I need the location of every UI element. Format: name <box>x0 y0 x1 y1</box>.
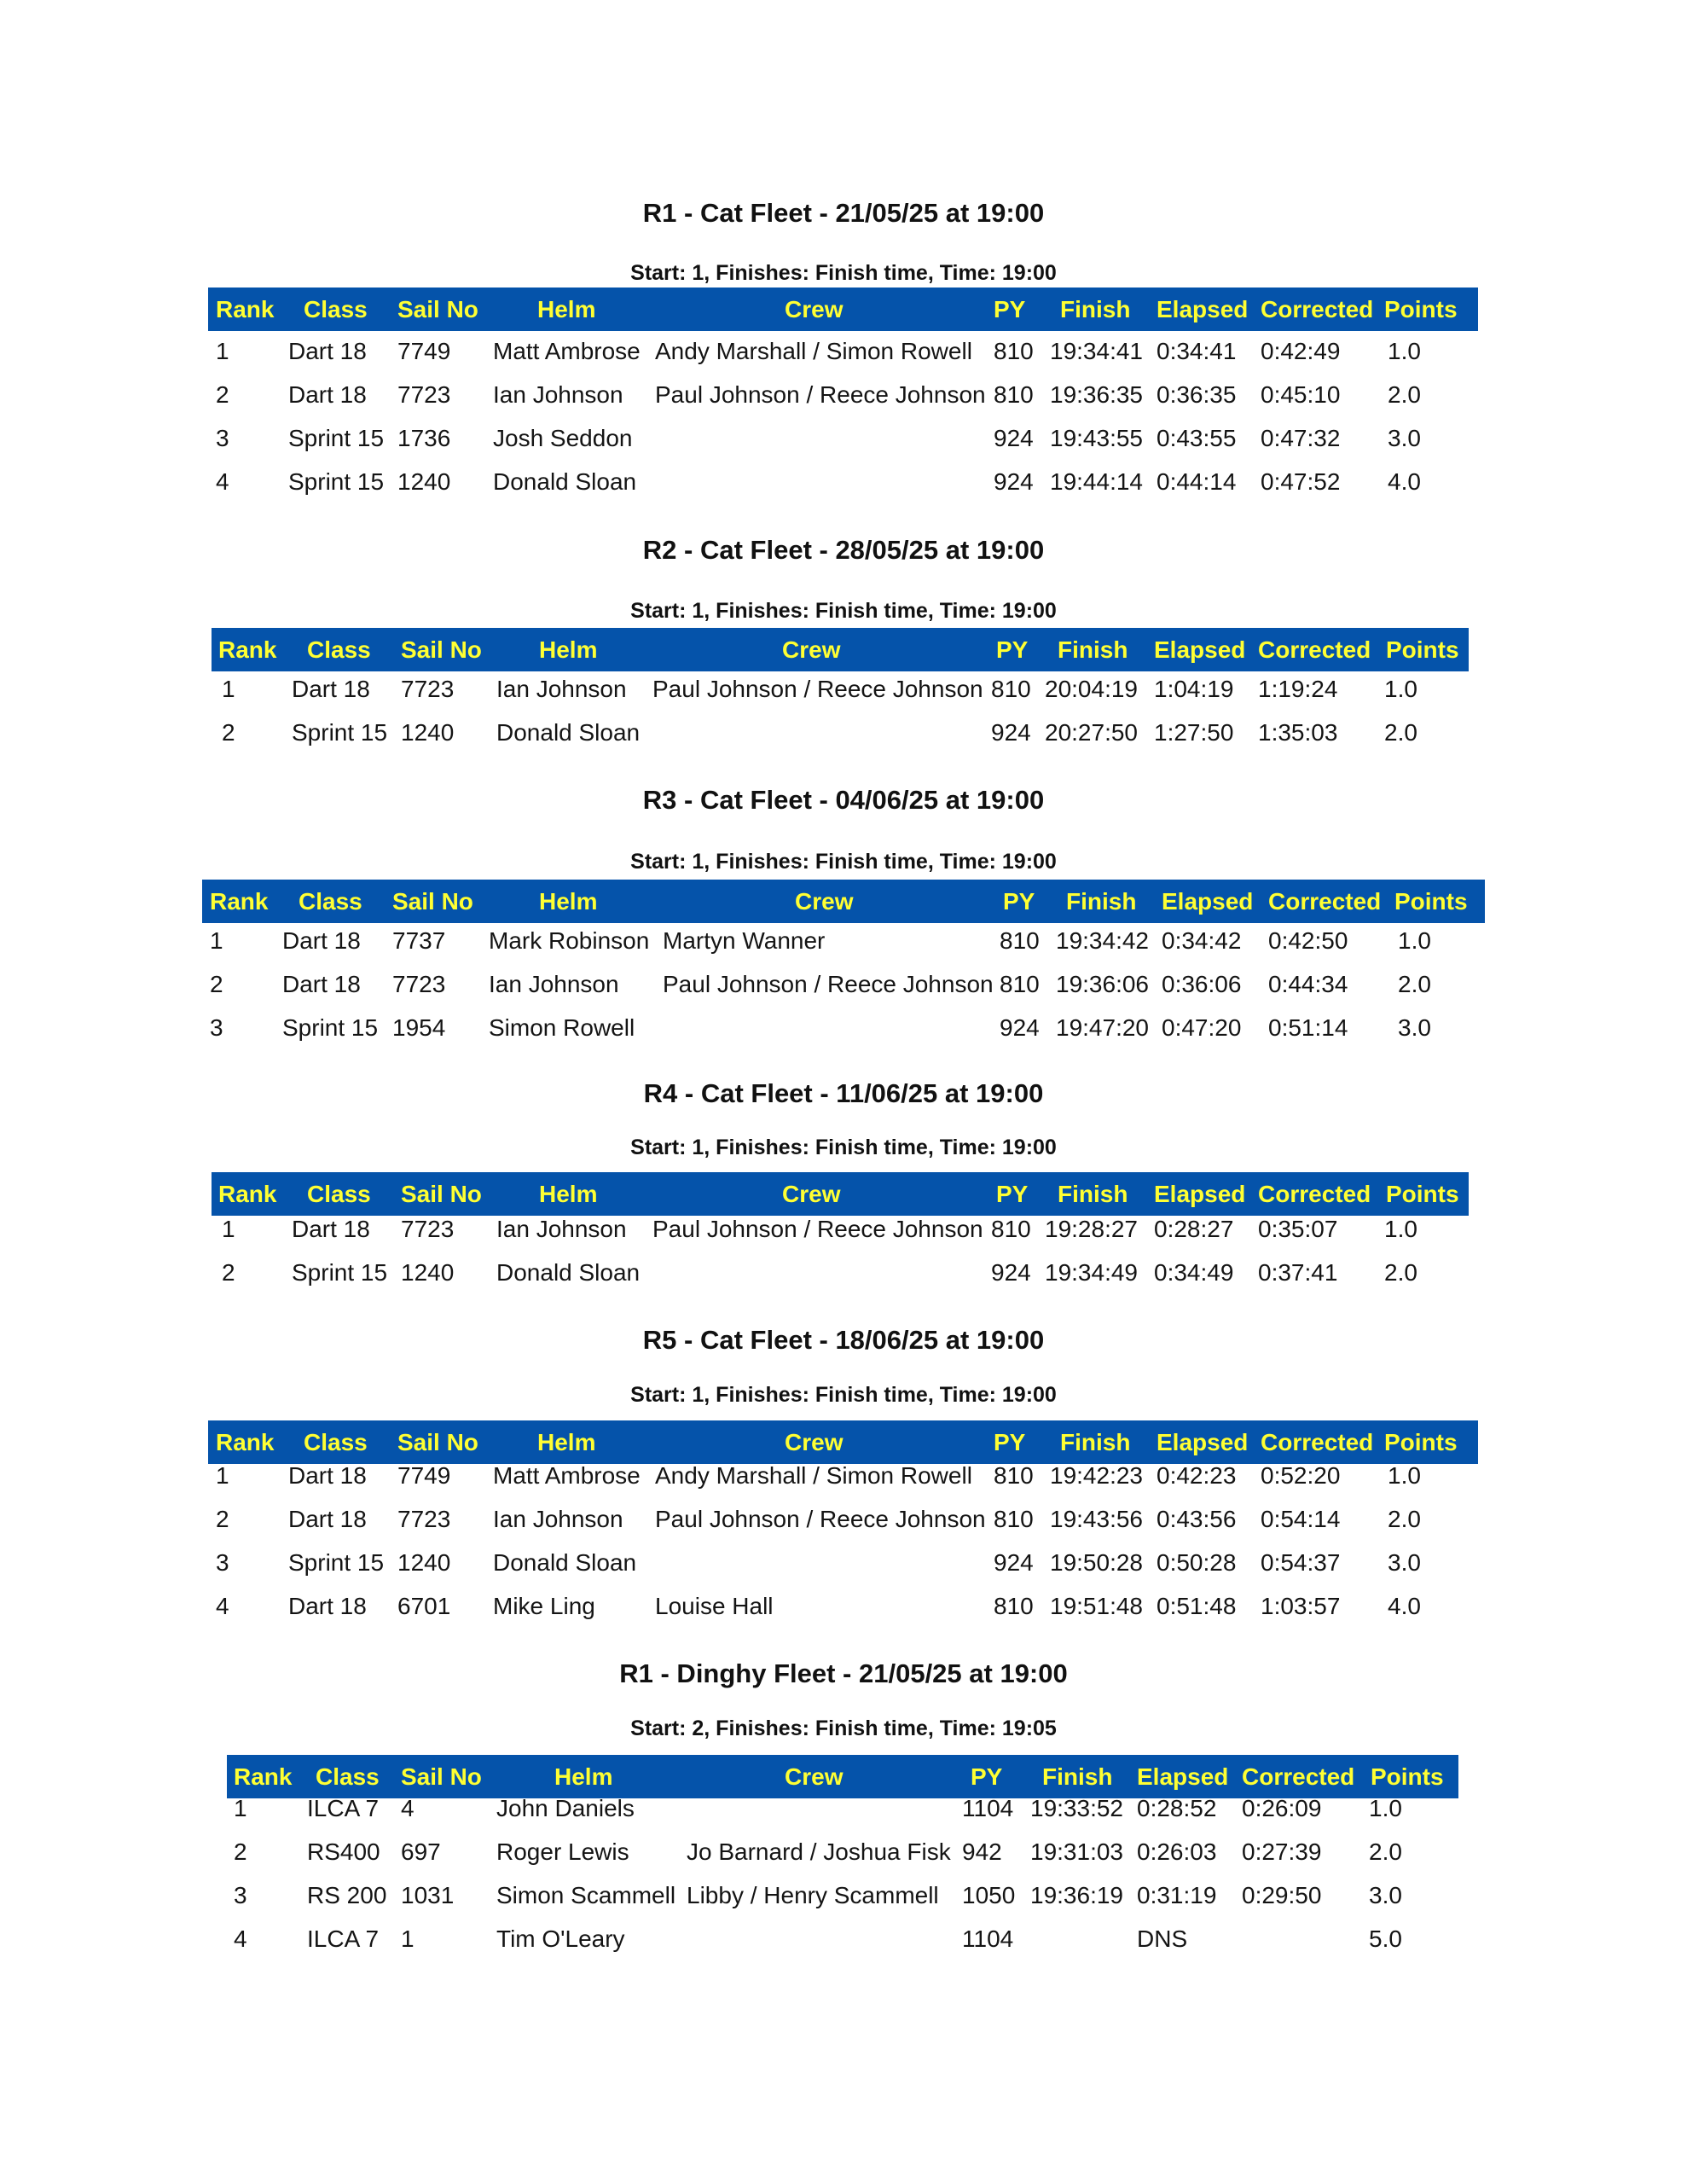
cell-rank: 1 <box>216 1462 229 1489</box>
column-header-finish: Finish <box>1066 888 1137 915</box>
cell-elapsed: 0:51:48 <box>1157 1593 1237 1619</box>
cell-finish: 19:36:19 <box>1030 1882 1123 1908</box>
column-header-sail-no: Sail No <box>401 1763 482 1790</box>
cell-sail-no: 1240 <box>397 1549 451 1576</box>
column-header-finish: Finish <box>1042 1763 1113 1790</box>
column-header-sail-no: Sail No <box>401 636 482 663</box>
cell-rank: 2 <box>222 1259 235 1286</box>
cell-corrected: 0:42:50 <box>1268 927 1348 954</box>
cell-elapsed: 0:42:23 <box>1157 1462 1237 1489</box>
column-header-elapsed: Elapsed <box>1154 636 1246 663</box>
cell-sail-no: 4 <box>401 1795 415 1821</box>
column-header-crew: Crew <box>785 296 844 322</box>
race-start-info: Start: 1, Finishes: Finish time, Time: 19:00 <box>630 1383 1057 1407</box>
cell-points: 1.0 <box>1398 927 1431 954</box>
cell-helm: Ian Johnson <box>496 1216 627 1242</box>
cell-helm: Ian Johnson <box>496 676 627 702</box>
cell-sail-no: 7723 <box>397 1506 451 1532</box>
cell-py: 1104 <box>962 1926 1014 1952</box>
cell-sail-no: 7749 <box>397 338 451 364</box>
column-header-elapsed: Elapsed <box>1162 888 1254 915</box>
cell-finish: 19:51:48 <box>1050 1593 1143 1619</box>
column-header-finish: Finish <box>1060 1429 1131 1455</box>
column-header-sail-no: Sail No <box>392 888 473 915</box>
cell-corrected: 0:29:50 <box>1242 1882 1322 1908</box>
cell-elapsed: DNS <box>1137 1926 1188 1952</box>
cell-class: RS 200 <box>307 1882 387 1908</box>
cell-finish: 19:36:06 <box>1056 971 1149 997</box>
cell-corrected: 1:35:03 <box>1258 719 1338 746</box>
cell-sail-no: 6701 <box>397 1593 451 1619</box>
cell-points: 2.0 <box>1369 1838 1402 1865</box>
cell-points: 2.0 <box>1388 1506 1421 1532</box>
cell-py: 810 <box>994 338 1034 364</box>
cell-rank: 2 <box>234 1838 247 1865</box>
cell-corrected: 0:37:41 <box>1258 1259 1338 1286</box>
results-table-header <box>202 880 1485 923</box>
race-title: R4 - Cat Fleet - 11/06/25 at 19:00 <box>643 1078 1044 1108</box>
cell-helm: Simon Rowell <box>489 1014 635 1041</box>
cell-corrected: 1:03:57 <box>1261 1593 1341 1619</box>
cell-class: Sprint 15 <box>282 1014 379 1041</box>
cell-sail-no: 1240 <box>401 719 455 746</box>
column-header-rank: Rank <box>218 1181 277 1207</box>
cell-finish: 19:43:55 <box>1050 425 1143 451</box>
column-header-class: Class <box>307 1181 371 1207</box>
column-header-py: PY <box>994 296 1026 322</box>
cell-helm: Donald Sloan <box>496 719 641 746</box>
cell-points: 1.0 <box>1388 1462 1421 1489</box>
cell-sail-no: 7723 <box>401 676 455 702</box>
column-header-helm: Helm <box>539 636 598 663</box>
cell-rank: 1 <box>222 1216 235 1242</box>
race-title: R2 - Cat Fleet - 28/05/25 at 19:00 <box>642 535 1045 565</box>
column-header-corrected: Corrected <box>1258 1181 1371 1207</box>
cell-helm: Roger Lewis <box>496 1838 629 1865</box>
cell-class: Dart 18 <box>288 381 367 408</box>
cell-class: ILCA 7 <box>307 1795 380 1821</box>
cell-sail-no: 1736 <box>397 425 451 451</box>
column-header-rank: Rank <box>216 296 275 322</box>
cell-elapsed: 1:27:50 <box>1154 719 1234 746</box>
column-header-corrected: Corrected <box>1242 1763 1355 1790</box>
cell-rank: 1 <box>216 338 229 364</box>
cell-corrected: 0:42:49 <box>1261 338 1341 364</box>
cell-elapsed: 0:44:14 <box>1157 468 1237 495</box>
column-header-crew: Crew <box>795 888 854 915</box>
race-start-info: Start: 1, Finishes: Finish time, Time: 19:00 <box>630 599 1057 623</box>
cell-sail-no: 7723 <box>397 381 451 408</box>
cell-helm: Ian Johnson <box>489 971 619 997</box>
cell-helm: Tim O'Leary <box>496 1926 625 1952</box>
cell-py: 924 <box>1000 1014 1040 1041</box>
cell-class: Dart 18 <box>282 927 361 954</box>
column-header-py: PY <box>996 1181 1029 1207</box>
cell-sail-no: 697 <box>401 1838 441 1865</box>
cell-points: 2.0 <box>1398 971 1431 997</box>
cell-helm: Ian Johnson <box>493 381 623 408</box>
cell-corrected: 0:47:32 <box>1261 425 1341 451</box>
cell-corrected: 0:27:39 <box>1242 1838 1322 1865</box>
cell-points: 1.0 <box>1369 1795 1402 1821</box>
cell-rank: 2 <box>222 719 235 746</box>
cell-finish: 19:33:52 <box>1030 1795 1123 1821</box>
cell-finish: 19:43:56 <box>1050 1506 1143 1532</box>
cell-elapsed: 0:34:41 <box>1157 338 1237 364</box>
column-header-helm: Helm <box>539 1181 598 1207</box>
cell-sail-no: 1954 <box>392 1014 446 1041</box>
column-header-crew: Crew <box>782 1181 841 1207</box>
cell-points: 3.0 <box>1388 425 1421 451</box>
column-header-helm: Helm <box>539 888 598 915</box>
cell-points: 4.0 <box>1388 468 1421 495</box>
cell-crew: Paul Johnson / Reece Johnson <box>655 1506 986 1532</box>
cell-finish: 19:34:41 <box>1050 338 1143 364</box>
results-table-header <box>227 1755 1458 1798</box>
cell-helm: Ian Johnson <box>493 1506 623 1532</box>
cell-class: ILCA 7 <box>307 1926 380 1952</box>
cell-corrected: 0:54:14 <box>1261 1506 1341 1532</box>
cell-rank: 1 <box>234 1795 247 1821</box>
cell-sail-no: 1 <box>401 1926 415 1952</box>
cell-elapsed: 0:43:56 <box>1157 1506 1237 1532</box>
column-header-corrected: Corrected <box>1268 888 1382 915</box>
cell-helm: Donald Sloan <box>496 1259 641 1286</box>
cell-crew: Paul Johnson / Reece Johnson <box>652 1216 983 1242</box>
cell-rank: 3 <box>210 1014 223 1041</box>
cell-crew: Paul Johnson / Reece Johnson <box>663 971 994 997</box>
column-header-rank: Rank <box>210 888 269 915</box>
column-header-elapsed: Elapsed <box>1154 1181 1246 1207</box>
column-header-points: Points <box>1386 636 1459 663</box>
column-header-corrected: Corrected <box>1261 296 1374 322</box>
column-header-points: Points <box>1384 1429 1458 1455</box>
cell-py: 810 <box>1000 927 1040 954</box>
column-header-sail-no: Sail No <box>397 1429 478 1455</box>
cell-corrected: 0:44:34 <box>1268 971 1348 997</box>
cell-elapsed: 0:36:35 <box>1157 381 1237 408</box>
cell-class: Sprint 15 <box>288 1549 385 1576</box>
cell-sail-no: 1031 <box>401 1882 455 1908</box>
cell-elapsed: 0:50:28 <box>1157 1549 1237 1576</box>
cell-rank: 4 <box>216 1593 229 1619</box>
cell-py: 810 <box>994 1506 1034 1532</box>
cell-points: 2.0 <box>1388 381 1421 408</box>
column-header-crew: Crew <box>782 636 841 663</box>
cell-finish: 19:34:42 <box>1056 927 1149 954</box>
cell-points: 2.0 <box>1384 1259 1417 1286</box>
cell-finish: 20:04:19 <box>1045 676 1138 702</box>
cell-crew: Andy Marshall / Simon Rowell <box>655 338 972 364</box>
cell-crew: Louise Hall <box>655 1593 774 1619</box>
cell-class: Dart 18 <box>288 1506 367 1532</box>
cell-class: Dart 18 <box>288 1593 367 1619</box>
column-header-points: Points <box>1386 1181 1459 1207</box>
cell-corrected: 0:26:09 <box>1242 1795 1322 1821</box>
cell-py: 924 <box>994 1549 1034 1576</box>
cell-py: 810 <box>994 1593 1034 1619</box>
cell-py: 924 <box>991 1259 1031 1286</box>
cell-class: Sprint 15 <box>288 468 385 495</box>
column-header-crew: Crew <box>785 1429 844 1455</box>
column-header-points: Points <box>1371 1763 1444 1790</box>
column-header-corrected: Corrected <box>1261 1429 1374 1455</box>
cell-points: 2.0 <box>1384 719 1417 746</box>
cell-elapsed: 0:31:19 <box>1137 1882 1217 1908</box>
cell-crew: Martyn Wanner <box>663 927 826 954</box>
column-header-finish: Finish <box>1058 1181 1128 1207</box>
cell-sail-no: 7749 <box>397 1462 451 1489</box>
cell-py: 810 <box>994 381 1034 408</box>
column-header-elapsed: Elapsed <box>1137 1763 1229 1790</box>
cell-elapsed: 0:28:52 <box>1137 1795 1217 1821</box>
cell-finish: 19:36:35 <box>1050 381 1143 408</box>
column-header-py: PY <box>994 1429 1026 1455</box>
cell-finish: 19:50:28 <box>1050 1549 1143 1576</box>
cell-class: Dart 18 <box>292 1216 370 1242</box>
cell-class: Dart 18 <box>288 1462 367 1489</box>
cell-corrected: 0:51:14 <box>1268 1014 1348 1041</box>
cell-rank: 4 <box>216 468 229 495</box>
cell-corrected: 0:47:52 <box>1261 468 1341 495</box>
cell-corrected: 1:19:24 <box>1258 676 1338 702</box>
cell-crew: Libby / Henry Scammell <box>687 1882 939 1908</box>
cell-helm: John Daniels <box>496 1795 635 1821</box>
cell-crew: Jo Barnard / Joshua Fisk <box>687 1838 951 1865</box>
results-table-header <box>208 288 1478 331</box>
cell-rank: 2 <box>216 381 229 408</box>
column-header-elapsed: Elapsed <box>1157 296 1249 322</box>
cell-elapsed: 0:34:49 <box>1154 1259 1234 1286</box>
cell-rank: 3 <box>216 1549 229 1576</box>
column-header-elapsed: Elapsed <box>1157 1429 1249 1455</box>
column-header-corrected: Corrected <box>1258 636 1371 663</box>
results-table-header <box>208 1420 1478 1464</box>
cell-corrected: 0:52:20 <box>1261 1462 1341 1489</box>
cell-finish: 20:27:50 <box>1045 719 1138 746</box>
cell-elapsed: 0:34:42 <box>1162 927 1242 954</box>
cell-py: 810 <box>994 1462 1034 1489</box>
cell-rank: 3 <box>216 425 229 451</box>
cell-elapsed: 0:47:20 <box>1162 1014 1242 1041</box>
cell-rank: 4 <box>234 1926 247 1952</box>
cell-crew: Paul Johnson / Reece Johnson <box>655 381 986 408</box>
cell-points: 4.0 <box>1388 1593 1421 1619</box>
column-header-points: Points <box>1384 296 1458 322</box>
cell-sail-no: 1240 <box>401 1259 455 1286</box>
cell-points: 3.0 <box>1388 1549 1421 1576</box>
cell-sail-no: 7737 <box>392 927 446 954</box>
cell-points: 1.0 <box>1384 676 1417 702</box>
cell-points: 5.0 <box>1369 1926 1402 1952</box>
race-title: R1 - Cat Fleet - 21/05/25 at 19:00 <box>642 198 1045 228</box>
column-header-py: PY <box>971 1763 1003 1790</box>
cell-elapsed: 0:28:27 <box>1154 1216 1234 1242</box>
cell-elapsed: 0:36:06 <box>1162 971 1242 997</box>
cell-points: 1.0 <box>1388 338 1421 364</box>
column-header-class: Class <box>307 636 371 663</box>
cell-elapsed: 0:43:55 <box>1157 425 1237 451</box>
column-header-sail-no: Sail No <box>397 296 478 322</box>
cell-helm: Simon Scammell <box>496 1882 676 1908</box>
cell-points: 1.0 <box>1384 1216 1417 1242</box>
column-header-class: Class <box>304 296 368 322</box>
cell-points: 3.0 <box>1398 1014 1431 1041</box>
column-header-helm: Helm <box>537 296 596 322</box>
cell-helm: Mike Ling <box>493 1593 595 1619</box>
race-start-info: Start: 1, Finishes: Finish time, Time: 19:00 <box>630 850 1057 874</box>
cell-class: Dart 18 <box>282 971 361 997</box>
cell-corrected: 0:35:07 <box>1258 1216 1338 1242</box>
cell-rank: 1 <box>210 927 223 954</box>
results-table-header <box>212 1172 1469 1216</box>
column-header-finish: Finish <box>1060 296 1131 322</box>
column-header-rank: Rank <box>234 1763 293 1790</box>
cell-class: Sprint 15 <box>292 719 388 746</box>
cell-py: 924 <box>994 468 1034 495</box>
cell-helm: Matt Ambrose <box>493 1462 641 1489</box>
race-title: R5 - Cat Fleet - 18/06/25 at 19:00 <box>642 1325 1045 1355</box>
cell-elapsed: 1:04:19 <box>1154 676 1234 702</box>
cell-finish: 19:34:49 <box>1045 1259 1138 1286</box>
cell-py: 924 <box>991 719 1031 746</box>
cell-class: Sprint 15 <box>292 1259 388 1286</box>
cell-finish: 19:47:20 <box>1056 1014 1149 1041</box>
column-header-crew: Crew <box>785 1763 844 1790</box>
cell-helm: Donald Sloan <box>493 1549 637 1576</box>
cell-py: 810 <box>1000 971 1040 997</box>
cell-class: Dart 18 <box>288 338 367 364</box>
cell-py: 810 <box>991 676 1031 702</box>
cell-corrected: 0:45:10 <box>1261 381 1341 408</box>
cell-py: 924 <box>994 425 1034 451</box>
race-title: R1 - Dinghy Fleet - 21/05/25 at 19:00 <box>619 1658 1068 1688</box>
column-header-py: PY <box>1003 888 1035 915</box>
cell-points: 3.0 <box>1369 1882 1402 1908</box>
cell-helm: Matt Ambrose <box>493 338 641 364</box>
cell-class: Sprint 15 <box>288 425 385 451</box>
cell-finish: 19:42:23 <box>1050 1462 1143 1489</box>
cell-finish: 19:28:27 <box>1045 1216 1138 1242</box>
cell-helm: Donald Sloan <box>493 468 637 495</box>
cell-py: 1050 <box>962 1882 1016 1908</box>
race-title: R3 - Cat Fleet - 04/06/25 at 19:00 <box>642 785 1045 815</box>
cell-sail-no: 1240 <box>397 468 451 495</box>
cell-corrected: 0:54:37 <box>1261 1549 1341 1576</box>
cell-class: Dart 18 <box>292 676 370 702</box>
cell-elapsed: 0:26:03 <box>1137 1838 1217 1865</box>
cell-class: RS400 <box>307 1838 380 1865</box>
column-header-helm: Helm <box>554 1763 613 1790</box>
cell-py: 810 <box>991 1216 1031 1242</box>
column-header-rank: Rank <box>218 636 277 663</box>
column-header-rank: Rank <box>216 1429 275 1455</box>
column-header-class: Class <box>316 1763 380 1790</box>
cell-sail-no: 7723 <box>392 971 446 997</box>
column-header-finish: Finish <box>1058 636 1128 663</box>
column-header-class: Class <box>304 1429 368 1455</box>
results-table-header <box>212 628 1469 671</box>
cell-helm: Mark Robinson <box>489 927 650 954</box>
cell-rank: 2 <box>216 1506 229 1532</box>
cell-rank: 1 <box>222 676 235 702</box>
race-start-info: Start: 2, Finishes: Finish time, Time: 19:05 <box>630 1716 1057 1740</box>
cell-rank: 2 <box>210 971 223 997</box>
race-start-info: Start: 1, Finishes: Finish time, Time: 19:00 <box>630 261 1057 285</box>
cell-crew: Paul Johnson / Reece Johnson <box>652 676 983 702</box>
cell-py: 1104 <box>962 1795 1014 1821</box>
cell-finish: 19:31:03 <box>1030 1838 1123 1865</box>
column-header-points: Points <box>1394 888 1468 915</box>
cell-crew: Andy Marshall / Simon Rowell <box>655 1462 972 1489</box>
cell-finish: 19:44:14 <box>1050 468 1143 495</box>
column-header-py: PY <box>996 636 1029 663</box>
column-header-class: Class <box>299 888 362 915</box>
column-header-helm: Helm <box>537 1429 596 1455</box>
race-start-info: Start: 1, Finishes: Finish time, Time: 19:00 <box>630 1136 1057 1159</box>
cell-helm: Josh Seddon <box>493 425 633 451</box>
cell-rank: 3 <box>234 1882 247 1908</box>
column-header-sail-no: Sail No <box>401 1181 482 1207</box>
cell-sail-no: 7723 <box>401 1216 455 1242</box>
cell-py: 942 <box>962 1838 1002 1865</box>
